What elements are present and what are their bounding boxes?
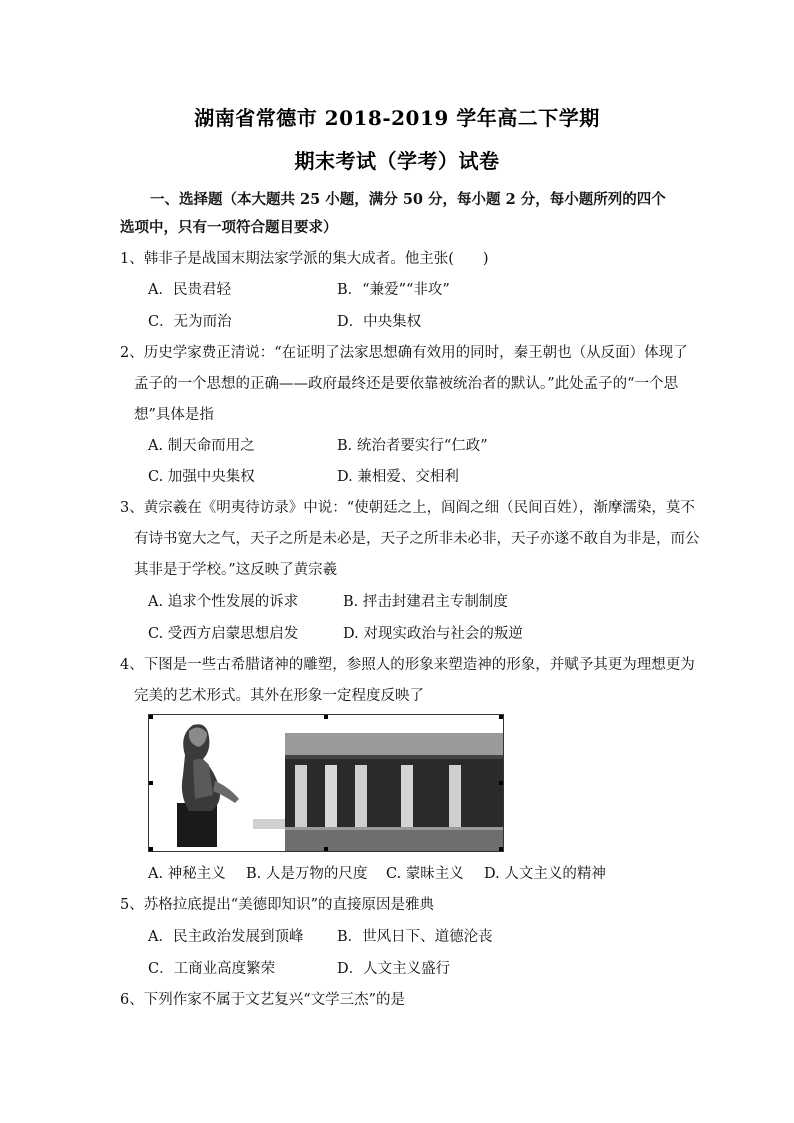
q2-option-d: D. 兼相爱、交相利 [337, 469, 459, 485]
q3-option-b: B. 抨击封建君主专制制度 [343, 594, 508, 610]
q2-option-a: A. 制天命而用之 [148, 438, 255, 454]
q1-option-c: C．无为而治 [148, 314, 232, 330]
q3-option-c: C. 受西方启蒙思想启发 [148, 626, 299, 642]
q4-option-d: D. 人文主义的精神 [484, 866, 606, 882]
q5-stem: 5、苏格拉底提出“美德即知识”的直接原因是雅典 [120, 897, 435, 913]
q4-stem-line1: 4、下图是一些古希腊诸神的雕塑，参照人的形象来塑造神的形象，并赋予其更为理想更为 [120, 657, 695, 673]
q3-option-a: A. 追求个性发展的诉求 [148, 594, 299, 610]
sculpture-image [149, 715, 503, 851]
seated-statue [177, 724, 239, 847]
q1-option-d: D．中央集权 [337, 314, 422, 330]
q3-stem-line1: 3、黄宗羲在《明夷待访录》中说：“使朝廷之上，闾阎之细（民间百姓），渐摩濡染，莫不 [120, 500, 695, 516]
resize-handle-nw [149, 715, 153, 719]
resize-handle-se [499, 847, 503, 851]
q4-stem-line2: 完美的艺术形式。其外在形象一定程度反映了 [134, 688, 424, 704]
q5-option-d: D．人文主义盛行 [337, 961, 451, 977]
q1-stem: 1、韩非子是战国末期法家学派的集大成者。他主张( ) [120, 251, 489, 267]
exam-title-line1: 湖南省常德市 2018-2019 学年高二下学期 [194, 106, 600, 130]
resize-handle-s [324, 847, 328, 851]
q5-option-a: A．民主政治发展到顶峰 [148, 929, 304, 945]
q2-stem-line1: 2、历史学家费正清说：“在证明了法家思想确有效用的同时，秦王朝也（从反面）体现了 [120, 345, 688, 361]
q2-option-c: C. 加强中央集权 [148, 469, 255, 485]
resize-handle-sw [149, 847, 153, 851]
q3-option-d: D. 对现实政治与社会的叛逆 [343, 626, 523, 642]
q3-stem-line2: 有诗书宽大之气，天子之所是未必是，天子之所非未必非，天子亦遂不敢自为非是，而公 [134, 531, 700, 547]
q4-option-a: A. 神秘主义 [148, 866, 226, 882]
exam-title-line2: 期末考试（学考）试卷 [294, 149, 500, 173]
q3-stem-line3: 其非是于学校。”这反映了黄宗羲 [134, 562, 338, 578]
q1-option-a: A．民贵君轻 [148, 282, 231, 298]
caryatid-porch [285, 733, 503, 851]
q4-option-b: B. 人是万物的尺度 [246, 866, 368, 882]
watermark-blur [253, 819, 289, 829]
q2-stem-line2: 孟子的一个思想的正确——政府最终还是要依靠被统治者的默认。”此处孟子的“一个思 [134, 376, 679, 392]
q2-stem-line3: 想”具体是指 [134, 407, 214, 423]
section-instruction [120, 186, 680, 242]
q1-option-b: B．“兼爱”“非攻” [337, 282, 450, 298]
resize-handle-ne [499, 715, 503, 719]
resize-handle-w [149, 781, 153, 785]
greek-sculpture-figure [148, 714, 504, 852]
q2-option-b: B. 统治者要实行“仁政” [337, 438, 488, 454]
q6-stem: 6、下列作家不属于文艺复兴“文学三杰”的是 [120, 992, 406, 1008]
q5-option-b: B．世风日下、道德沦丧 [337, 929, 493, 945]
resize-handle-e [499, 781, 503, 785]
resize-handle-n [324, 715, 328, 719]
instruction-text: 一、选择题（本大题共 25 小题，满分 50 分，每小题 2 分，每小题所列的四个选项中，只有一项符合题目要求） [120, 191, 666, 236]
q4-option-c: C. 蒙昧主义 [386, 866, 464, 882]
q5-option-c: C．工商业高度繁荣 [148, 961, 276, 977]
